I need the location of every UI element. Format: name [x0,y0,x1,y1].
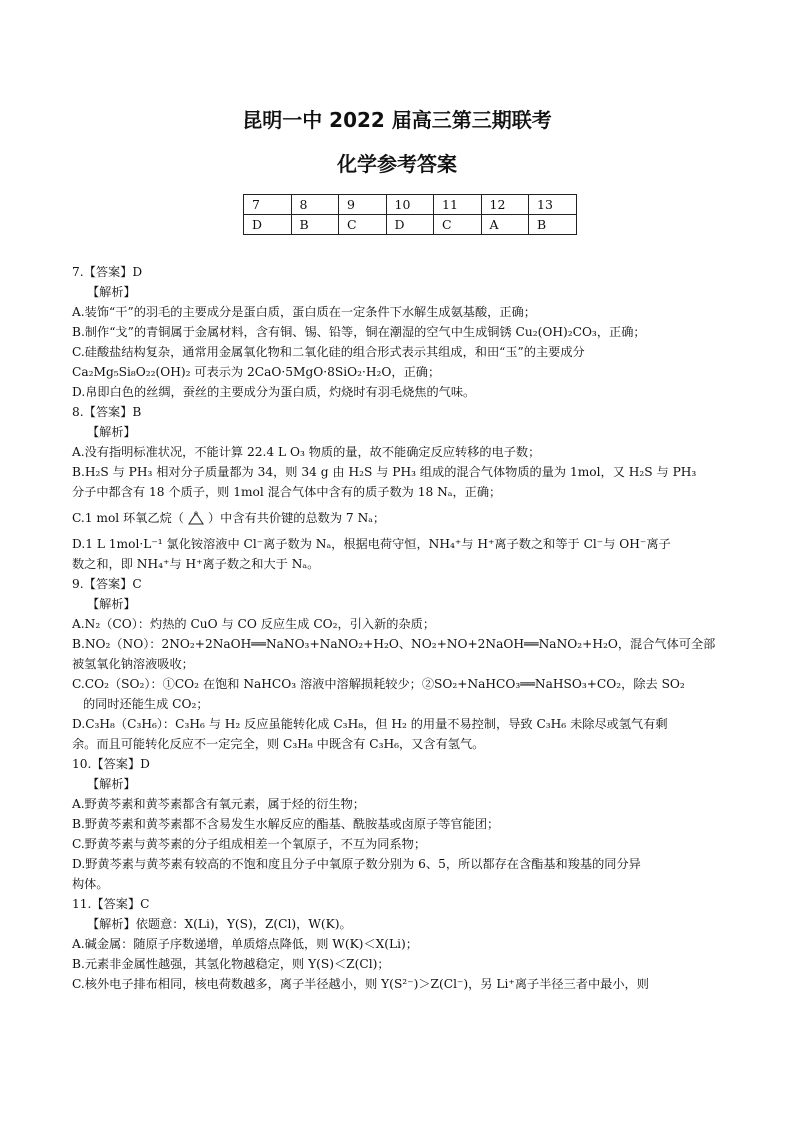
q9-option-b-line1: B.NO₂（NO）：2NO₂+2NaOH══NaNO₃+NaNO₂+H₂O、NO₂+NO+2NaOH══NaNO₂+H₂O，混合气体可全部 [72,637,716,651]
q9-option-d-line1: D.C₃H₈（C₃H₆）：C₃H₆ 与 H₂ 反应虽能转化成 C₃H₈，但 H₂ 的用量不易控制，导致 C₃H₆ 未除尽或氢气有剩 [72,717,668,731]
q8-option-d-line2: 数之和，即 NH₄⁺与 H⁺离子数之和大于 Nₐ。 [72,557,320,571]
q9-option-c-line1: C.CO₂（SO₂）：①CO₂ 在饱和 NaHCO₃ 溶液中溶解损耗较少；②SO₂+NaHCO₃══NaHSO₃+CO₂，除去 SO₂ [72,677,685,691]
table-cell: C [339,215,387,235]
table-cell: 8 [291,195,339,215]
q9-option-a: A.N₂（CO）：灼热的 CuO 与 CO 反应生成 CO₂，引入新的杂质； [72,617,436,631]
page-subtitle: 化学参考答案 [337,152,457,176]
q7-option-c-line2: Ca₂Mg₅Si₈O₂₂(OH)₂ 可表示为 2CaO·5MgO·8SiO₂·H₂O，正确； [72,365,441,379]
q9-option-b-line2: 被氢氧化钠溶液吸收； [72,657,194,671]
table-cell: 9 [339,195,387,215]
q11-option-b: B.元素非金属性越强，其氢化物越稳定，则 Y(S)＜Z(Cl)； [72,957,390,971]
table-cell: 13 [529,195,577,215]
q10-option-a: A.野黄芩素和黄芩素都含有氧元素，属于烃的衍生物； [72,797,365,811]
table-cell: D [386,215,434,235]
table-cell: 11 [434,195,482,215]
q10-option-c: C.野黄芩素与黄芩素的分子组成相差一个氧原子，不互为同系物； [72,837,427,851]
q8-option-c-post: ）中含有共价键的总数为 7 Nₐ； [208,511,386,525]
epoxyethane-structure-icon [186,510,206,528]
q7-option-a: A.装饰“干”的羽毛的主要成分是蛋白质，蛋白质在一定条件下水解生成氨基酸，正确； [72,305,536,319]
table-cell: A [481,215,529,235]
table-cell: 7 [244,195,292,215]
q8-option-c-pre: C.1 mol 环氧乙烷（ [72,511,184,525]
q7-option-c-line1: C.硅酸盐结构复杂，通常用金属氧化物和二氧化硅的组合形式表示其组成，和田“玉”的主要成分 [72,345,585,359]
q8-analysis-label: 【解析】 [87,425,136,439]
q11-option-c: C.核外电子排布相同，核电荷数越多，离子半径越小，则 Y(S²⁻)＞Z(Cl⁻)，另 Li⁺离子半径三者中最小，则 [72,977,649,991]
q10-answer: 10.【答案】D [72,757,150,771]
table-cell: D [244,215,292,235]
table-cell: B [291,215,339,235]
answer-table-number-row [244,195,577,215]
q9-option-d-line2: 余。而且可能转化反应不一定完全，则 C₃H₈ 中既含有 C₃H₆，又含有氢气。 [72,737,485,751]
q11-analysis-line: 【解析】依题意：X(Li)，Y(S)，Z(Cl)，W(K)。 [87,917,352,931]
q9-option-c-line2: 的同时还能生成 CO₂； [83,697,209,711]
q8-option-c [72,508,724,528]
q10-analysis-label: 【解析】 [87,777,136,791]
answer-explanations [72,262,724,994]
svg-text:O: O [194,511,198,517]
q10-option-b: B.野黄芩素和黄芩素都不含易发生水解反应的酯基、酰胺基或卤原子等官能团； [72,817,500,831]
q8-option-a: A.没有指明标准状况，不能计算 22.4 L O₃ 物质的量，故不能确定反应转移的电子数； [72,445,541,459]
q9-answer: 9.【答案】C [72,577,142,591]
answer-table [243,194,577,235]
q10-option-d-line2: 构体。 [72,877,109,891]
q8-answer: 8.【答案】B [72,405,142,419]
table-cell: 10 [386,195,434,215]
q11-option-a: A.碱金属：随原子序数递增，单质熔点降低，则 W(K)＜X(Li)； [72,937,418,951]
q8-option-b-line1: B.H₂S 与 PH₃ 相对分子质量都为 34，则 34 g 由 H₂S 与 PH₃ 组成的混合气体物质的量为 1mol，又 H₂S 与 PH₃ [72,465,697,479]
q7-answer: 7.【答案】D [72,265,143,279]
table-cell: C [434,215,482,235]
table-cell: B [529,215,577,235]
q7-option-d: D.帛即白色的丝绸，蚕丝的主要成分为蛋白质，灼烧时有羽毛烧焦的气味。 [72,385,476,399]
q11-answer: 11.【答案】C [72,897,150,911]
q10-option-d-line1: D.野黄芩素与黄芩素有较高的不饱和度且分子中氧原子数分别为 6、5，所以都存在含酯基和羧基的同分异 [72,857,641,871]
q9-analysis-label: 【解析】 [87,597,136,611]
q7-analysis-label: 【解析】 [87,285,136,299]
q8-option-d-line1: D.1 L 1mol·L⁻¹ 氯化铵溶液中 Cl⁻离子数为 Nₐ，根据电荷守恒，NH₄⁺与 H⁺离子数之和等于 Cl⁻与 OH⁻离子 [72,537,671,551]
answer-table-answer-row [244,215,577,235]
q7-option-b: B.制作“戈”的青铜属于金属材料，含有铜、锡、铅等，铜在潮湿的空气中生成铜锈 Cu₂(OH)₂CO₃，正确； [72,325,646,339]
q8-option-b-line2: 分子中都含有 18 个质子，则 1mol 混合气体中含有的质子数为 18 Nₐ，正确； [72,485,502,499]
table-cell: 12 [481,195,529,215]
page-title: 昆明一中 2022 届高三第三期联考 [242,108,552,132]
